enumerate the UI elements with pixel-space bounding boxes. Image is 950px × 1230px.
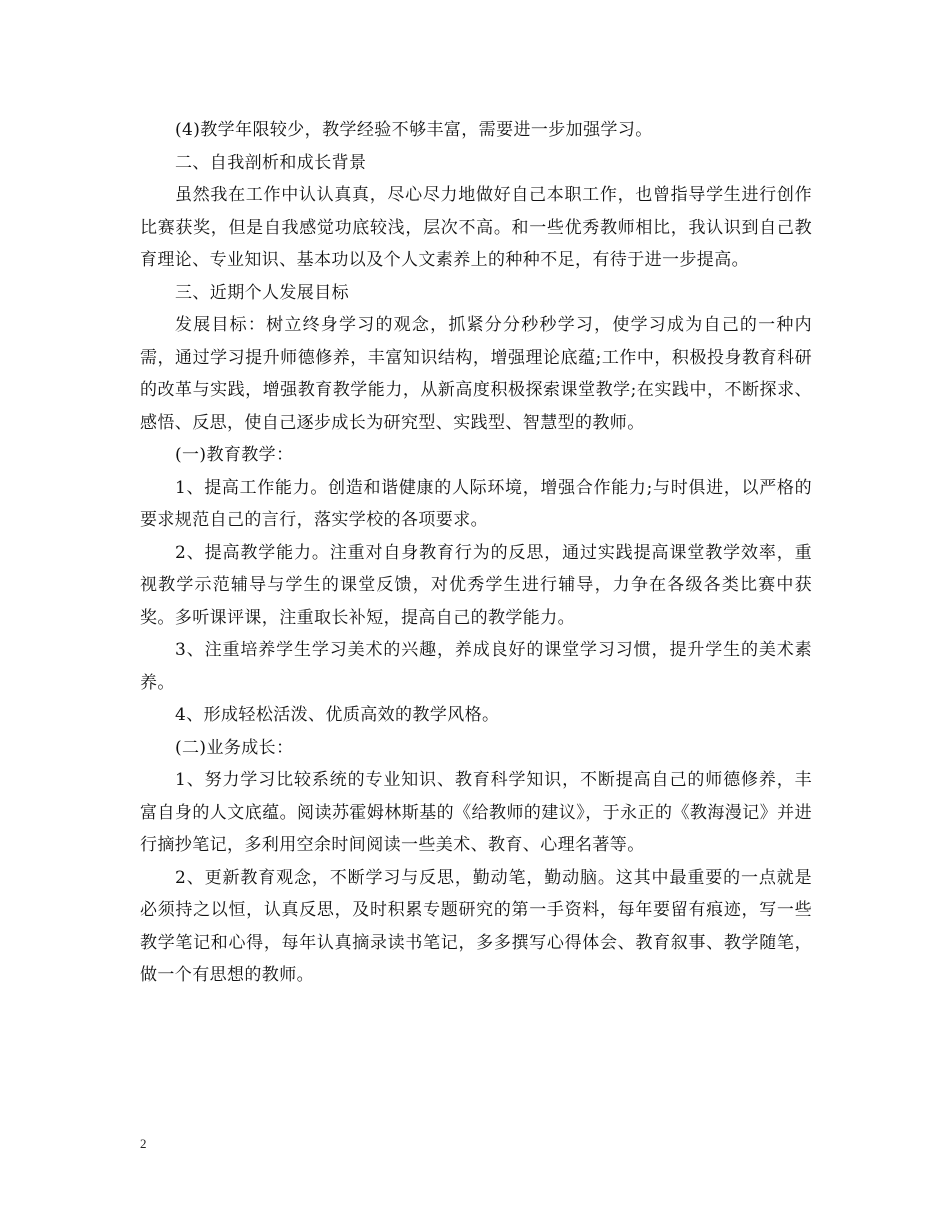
section-heading-3: 三、近期个人发展目标 bbox=[175, 282, 349, 303]
paragraph-8: 2、提高教学能力。注重对自身教育行为的反思，通过实践提高课堂教学效率，重视教学示范辅导与学生的课堂反馈，对优秀学生进行辅导，力争在各级各类比赛中获奖。多听课评课，注重取长补短，提高自己的教学能力。 bbox=[140, 542, 812, 628]
paragraph-3: 虽然我在工作中认认真真，尽心尽力地做好自己本职工作，也曾指导学生进行创作比赛获奖，但是自我感觉功底较浅，层次不高。和一些优秀教师相比，我认识到自己教育理论、专业知识、基本功以及个人文素养上的种种不足，有待于进一步提高。 bbox=[140, 185, 812, 270]
paragraph-10: 4、形成轻松活泼、优质高效的教学风格。 bbox=[175, 705, 500, 725]
page-number: 2 bbox=[140, 1136, 147, 1151]
subsection-heading-2: (二)业务成长： bbox=[175, 737, 294, 758]
paragraph-12: 1、努力学习比较系统的专业知识、教育科学知识，不断提高自己的师德修养，丰富自身的人文底蕴。阅读苏霍姆林斯基的《给教师的建议》，于永正的《教海漫记》并进行摘抄笔记，多利用空余时间阅读一些美术、教育、心理名著等。 bbox=[140, 770, 812, 855]
paragraph-5: 发展目标：树立终身学习的观念，抓紧分分秒秒学习，使学习成为自己的一种内需，通过学习提升师德修养，丰富知识结构，增强理论底蕴;工作中，积极投身教育科研的改革与实践，增强教育教学能力，从新高度积极探索课堂教学;在实践中，不断探求、感悟、反思，使自己逐步成长为研究型、实践型、智慧型的教师。 bbox=[140, 315, 812, 433]
section-heading-2: 二、自我剖析和成长背景 bbox=[175, 152, 367, 173]
document-body bbox=[140, 114, 812, 992]
paragraph-13: 2、更新教育观念，不断学习与反思，勤动笔，勤动脑。这其中最重要的一点就是必须持之以恒，认真反思，及时积累专题研究的第一手资料，每年要留有痕迹，写一些教学笔记和心得，每年认真摘录读书笔记，多多撰写心得体会、教育叙事、教学随笔，做一个有思想的教师。 bbox=[140, 867, 812, 985]
paragraph-7: 1、提高工作能力。创造和谐健康的人际环境，增强合作能力;与时俱进，以严格的要求规范自己的言行，落实学校的各项要求。 bbox=[140, 477, 812, 530]
subsection-heading-1: (一)教育教学： bbox=[175, 445, 294, 465]
paragraph-9: 3、注重培养学生学习美术的兴趣，养成良好的课堂学习习惯，提升学生的美术素养。 bbox=[140, 640, 812, 693]
paragraph-1: (4)教学年限较少，教学经验不够丰富，需要进一步加强学习。 bbox=[175, 120, 653, 140]
